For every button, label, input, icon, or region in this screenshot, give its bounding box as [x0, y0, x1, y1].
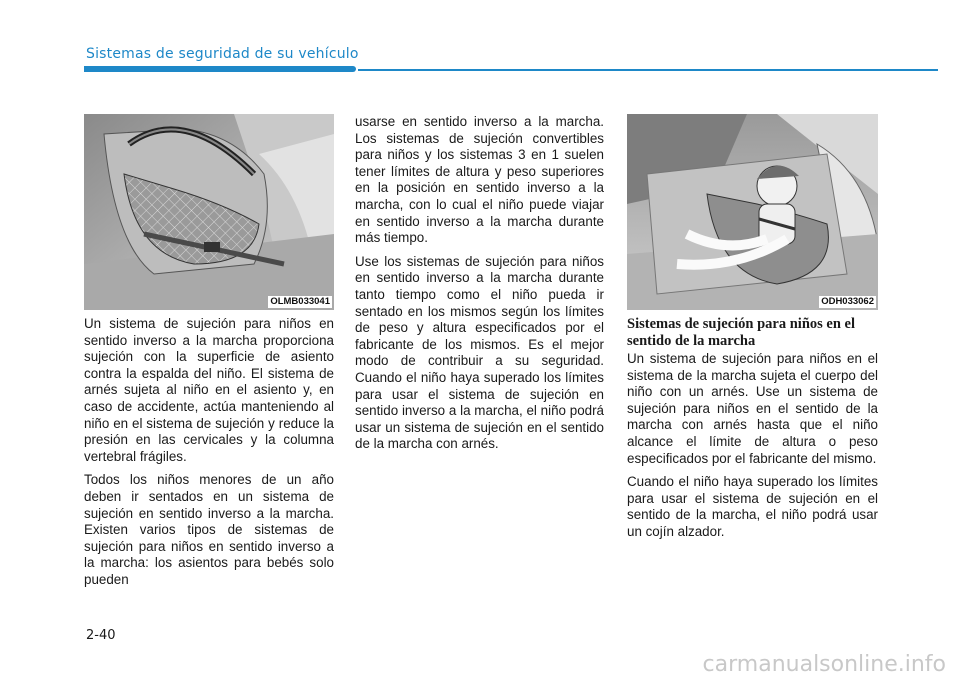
header-title: Sistemas de seguridad de su vehículo	[86, 46, 359, 62]
paragraph: Cuando el niño haya superado los límites para usar el sistema de sujeción en el sentido de la marcha, el niño podrá usar un cojín alzador.	[627, 474, 878, 539]
rear-facing-seat-illustration	[84, 114, 334, 310]
figure-rear-facing-seat	[84, 114, 334, 310]
forward-facing-seat-illustration	[627, 114, 878, 310]
paragraph: Use los sistemas de sujeción para niños en sentido inverso a la marcha durante tanto tiempo como el niño pueda ir sentado en los mismos según los límites de peso y altura especificados por el fabricante de los mismos. Es el mejor modo de contribuir a su seguridad. Cuando el niño haya superado los límites para usar el sistema de sujeción en sentido inverso a la marcha, el niño podrá usar un sistema de sujeción en el sentido de la marcha con arnés.	[355, 253, 604, 452]
figure-forward-facing-seat	[627, 114, 878, 310]
page-number: 2-40	[86, 628, 116, 643]
figure-label: OLMB033041	[270, 296, 330, 307]
watermark: carmanualsonline.info	[702, 652, 946, 677]
figure-label: ODH033062	[821, 296, 874, 307]
section-heading: Sistemas de sujeción para niños en el sentido de la marcha	[627, 316, 855, 349]
paragraph: Todos los niños menores de un año deben ir sentados en un sistema de sujeción en sentido inverso a la marcha. Existen varios tipos de sistemas de sujeción para niños en sentido inverso a la marcha: los asientos para bebés solo pueden	[84, 472, 334, 587]
paragraph: Un sistema de sujeción para niños en el sistema de la marcha sujeta el cuerpo del niño con un arnés. Use un sistema de sujeción para niños en el sentido de la marcha con arnés hasta que el niño alcance el límite de altura o peso especificados por el fabricante del mismo.	[627, 351, 878, 466]
header-rule-thin	[358, 69, 938, 71]
column-3	[627, 351, 878, 548]
column-1	[84, 316, 334, 596]
paragraph: Un sistema de sujeción para niños en sentido inverso a la marcha proporciona sujeción con la superficie de asiento contra la espalda del niño. El sistema de arnés sujeta al niño en el asiento y, en caso de accidente, actúa manteniendo al niño en el sistema de sujeción y reduce la presión en las cervicales y la columna vertebral frágiles.	[84, 316, 334, 464]
paragraph: usarse en sentido inverso a la marcha. Los sistemas de sujeción convertibles para niños y los sistemas 3 en 1 suelen tener límites de altura y peso superiores en la posición en sentido inverso a la marcha, con lo cual el niño puede viajar en sentido inverso a la marcha durante más tiempo.	[355, 114, 604, 246]
header-rule-thick	[84, 66, 356, 72]
column-2	[355, 114, 604, 460]
